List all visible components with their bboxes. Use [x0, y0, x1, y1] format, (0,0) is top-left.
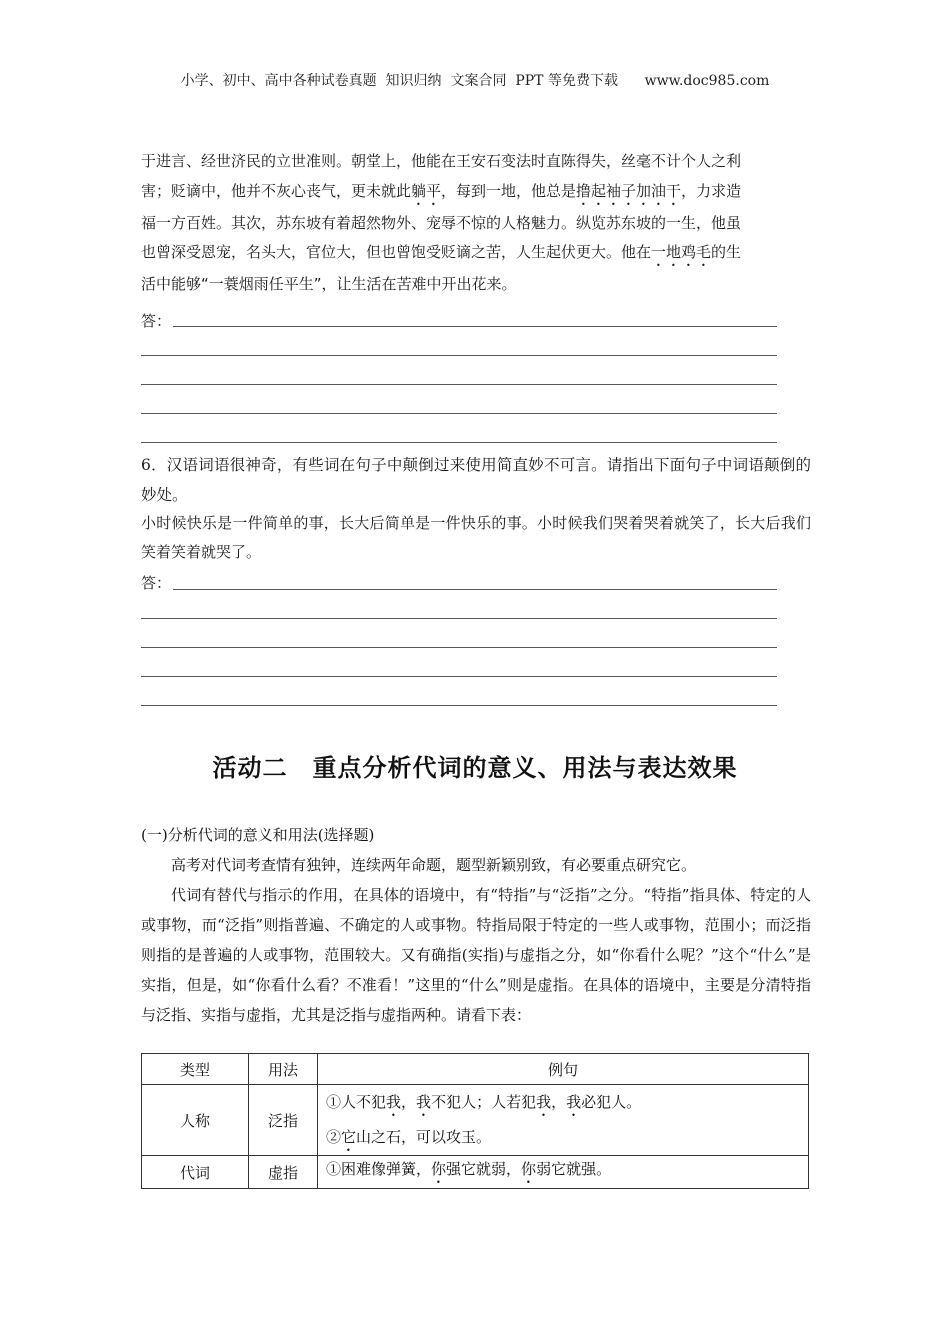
text: 的生: [711, 243, 742, 261]
page-header: [0, 70, 950, 90]
emphasis-text: 我: [416, 1093, 432, 1111]
example-cell: [318, 1085, 809, 1156]
table-header-row: [142, 1054, 809, 1085]
type-cell: 人称: [142, 1085, 249, 1156]
emphasis-text: 我: [536, 1093, 552, 1111]
emphasis-text: 你: [521, 1160, 537, 1178]
header-site: www.doc985.com: [644, 73, 770, 89]
table-row: [142, 1085, 809, 1156]
answer-line[interactable]: [141, 384, 777, 385]
text: 必犯人。: [581, 1093, 642, 1111]
emphasis-text: 一地鸡毛: [651, 243, 712, 261]
text: 弱它就强。: [536, 1160, 612, 1178]
answer-line[interactable]: [141, 355, 777, 356]
emphasis-text: 撸起袖子加油干: [576, 181, 682, 200]
example-sentence: [326, 1120, 800, 1155]
paragraph: 代词有替代与指示的作用，在具体的语境中，有“特指”与“泛指”之分。“特指”指具体、特定的人或事物，而“泛指”则指普遍、不确定的人或事物。特指局限于特定的一些人或事物，范围小；而泛指则指的是普遍的人或事物，范围较大。又有确指(实指)与虚指之分，如“你看什么呢？”这个“什么”是实指，但是，如“你看什么看？不准看！”这里的“什么”则是虚指。在具体的语境中，主要是分清特指与泛指、实指与虚指，尤其是泛指与虚指两种。请看下表：: [141, 886, 811, 1024]
answer-line[interactable]: [141, 705, 777, 706]
question-prompt: 6．汉语词语很神奇，有些词在句子中颠倒过来使用简直妙不可言。请指出下面句子中词语颠倒的妙处。: [141, 456, 811, 504]
answer-label: 答：: [141, 574, 172, 592]
passage-line: 福一方百姓。其次，苏东坡有着超然物外、宠辱不惊的人格魅力。纵览苏东坡的一生，他虽: [141, 213, 742, 232]
example-sentence: [326, 1085, 800, 1120]
answer-line[interactable]: [141, 676, 777, 677]
example-sentence: [326, 1156, 800, 1187]
text: ①困难像弹簧，: [326, 1160, 432, 1178]
usage-cell: 泛指: [249, 1085, 318, 1156]
table-row: [142, 1156, 809, 1189]
passage-line: 于进言、经世济民的立世准则。朝堂上，他能在王安石变法时直陈得失，丝毫不计个人之利: [141, 152, 742, 170]
answer-line[interactable]: [141, 618, 777, 619]
passage-line: [141, 238, 811, 270]
text: ①人不犯: [326, 1093, 387, 1111]
usage-cell: 虚指: [249, 1156, 318, 1189]
text: 强它就弱，: [446, 1160, 522, 1178]
example-cell: [318, 1156, 809, 1189]
paragraph: 高考对代词考查情有独钟，连续两年命题，题型新颖别致，有必要重点研究它。: [171, 856, 697, 874]
header-cell: 用法: [249, 1054, 318, 1085]
header-cell: 类型: [142, 1054, 249, 1085]
answer-label: 答：: [141, 312, 172, 330]
text: ，: [551, 1093, 567, 1111]
answer-line[interactable]: [173, 589, 777, 590]
passage-line: [141, 177, 811, 209]
text: 也曾深受恩宠，名头大，官位大，但也曾饱受贬谪之苦，人生起伏更大。他在: [141, 243, 652, 261]
text: 害；贬谪中，他并不灰心丧气，更未就此: [141, 181, 412, 200]
header-banner: 小学、初中、高中各种试卷真题 知识归纳 文案合同 PPT 等免费下载: [180, 73, 618, 89]
text: 山之石，可以攻玉。: [356, 1128, 492, 1146]
answer-line[interactable]: [141, 647, 777, 648]
subsection-heading: (一)分析代词的意义和用法(选择题): [141, 826, 375, 844]
text: ，: [401, 1093, 417, 1111]
question-6: [141, 450, 811, 510]
emphasis-text: 你: [431, 1160, 447, 1178]
answer-line[interactable]: [141, 442, 777, 443]
answer-line[interactable]: [173, 326, 777, 327]
type-cell: 代词: [142, 1156, 249, 1189]
text: ，力求造: [681, 181, 742, 200]
text: 不犯人；人若犯: [431, 1093, 537, 1111]
emphasis-text: 我: [566, 1093, 582, 1111]
header-cell: 例句: [318, 1054, 809, 1085]
emphasis-text: 躺平: [411, 181, 442, 200]
pronoun-table: [141, 1053, 809, 1189]
text: ②: [326, 1128, 342, 1146]
passage-line: 活中能够“一蓑烟雨任平生”，让生活在苦难中开出花来。: [141, 275, 517, 293]
activity-body: [141, 820, 811, 1030]
emphasis-text: 我: [386, 1093, 402, 1111]
question-6-sentence: 小时候快乐是一件简单的事，长大后简单是一件快乐的事。小时候我们哭着哭着就笑了，长大后我们笑着笑着就哭了。: [141, 514, 811, 561]
answer-line[interactable]: [141, 413, 777, 414]
emphasis-text: 它: [341, 1128, 357, 1146]
section-title: 活动二 重点分析代词的意义、用法与表达效果: [212, 753, 738, 782]
text: ，每到一地，他总是: [441, 181, 577, 200]
passage: [141, 147, 811, 300]
